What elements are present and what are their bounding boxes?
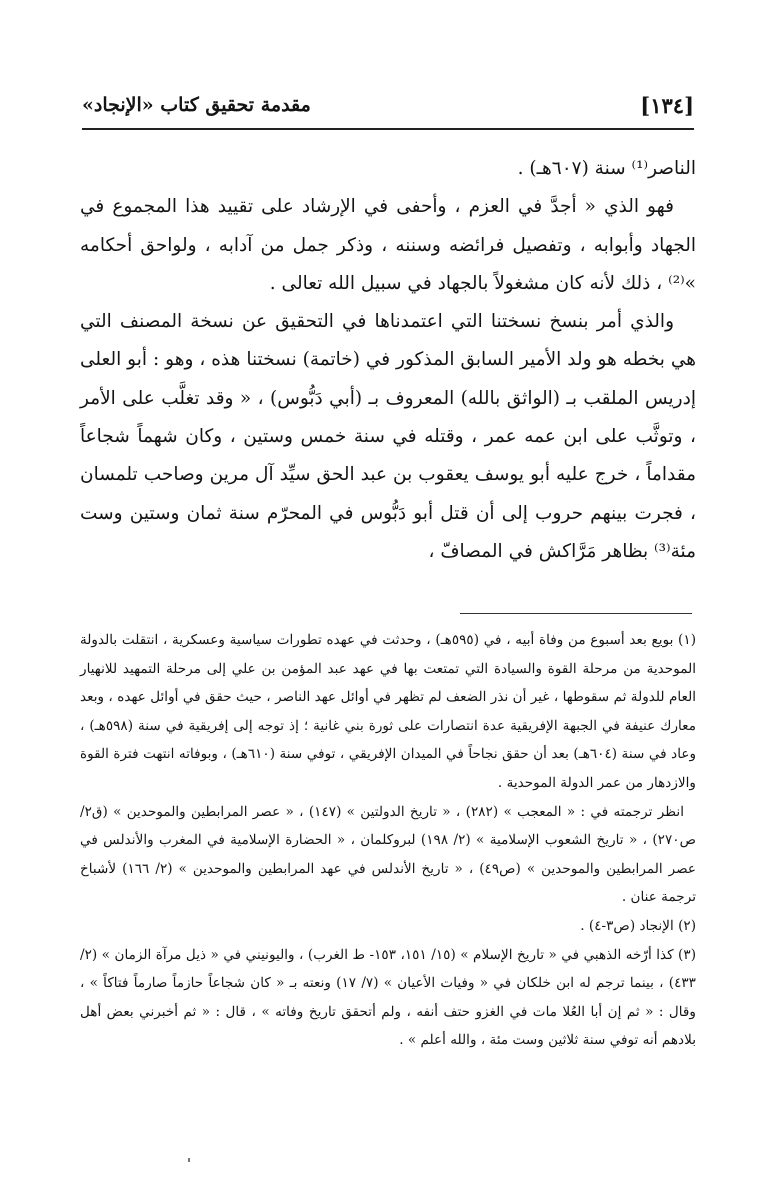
footnote: (٣) كذا أرّخه الذهبي في « تاريخ الإسلام » (١٥/ ١٥١، ١٥٣- ط الغرب) ، واليونيني في « ذيل مرآة الزمان » (٢/ ٤٣٣) ، بينما ترجم له ابن خلكان في « وفيات الأعيان » (٧/ ١٧) ونعته بـ « كان شجاعاً حازماً صارماً فتاكاً » ، وقال : « ثم إن أبا العُلا مات في الغزو حتف أنفه ، ولم أتحقق تاريخ وفاته » ، قال : « ثم أخبرني بعض أهل بلادهم أنه توفي سنة ثلاثين وست مئة ، والله أعلم » . [80, 946, 696, 1049]
body-paragraph: الناصر⁽¹⁾ سنة (٦٠٧هـ) . [517, 158, 696, 179]
main-text [80, 150, 696, 571]
body-paragraph: والذي أمر بنسخ نسختنا التي اعتمدناها في التحقيق عن نسخة المصنف التي هي بخطه هو ولد الأمير السابق المذكور في (خاتمة) نسختنا هذه ، وهو : أبو العلى إدريس الملقب بـ (الواثق بالله) المعروف بـ (أبي دَبُّوس) ، « وقد تغلَّب على الأمر ، وتوثَّب على ابن عمه عمر ، وقتله في سنة خمس وستين ، وكان شهماً شجاعاً مقداماً ، خرج عليه أبو يوسف يعقوب بن عبد الحق سيِّد آل مرين وصاحب تلمسان ، فجرت بينهم حروب إلى أن قتل أبو دَبُّوس في المحرّم سنة ثمان وستين وست مئة⁽³⁾ بظاهر مَرَّاكش في المصافّ ، [80, 311, 696, 562]
scan-speck [188, 1158, 190, 1162]
footnote-divider [460, 613, 692, 614]
header-divider [82, 128, 694, 130]
footnote: (٢) الإنجاد (ص٣-٤) . [580, 917, 696, 934]
page-number: [١٣٤] [640, 92, 694, 118]
running-title: مقدمة تحقيق كتاب «الإنجاد» [82, 94, 311, 116]
body-paragraph: فهو الذي « أجدَّ في العزم ، وأحفى في الإرشاد على تقييد هذا المجموع في الجهاد وأبوابه ، وتفصيل فرائضه وسننه ، وذكر جمل من آدابه ، ولواحق أحكامه »⁽²⁾ ، ذلك لأنه كان مشغولاً بالجهاد في سبيل الله تعالى . [80, 196, 696, 294]
footnotes [80, 626, 696, 1055]
page-header [82, 86, 694, 124]
footnote-references: انظر ترجمته في : « المعجب » (٢٨٢) ، « تاريخ الدولتين » (١٤٧) ، « عصر المرابطين والموحدين » (ق٢/ ص٢٧٠) ، « تاريخ الشعوب الإسلامية » (٢/ ١٩٨) لبروكلمان ، « الحضارة الإسلامية في المغرب والأندلس في عصر المرابطين والموحدين » (ص٤٩) ، « تاريخ الأندلس في عهد المرابطين والموحدين » (٢/ ١٦٦) لأشباخ ترجمة عنان . [80, 803, 696, 906]
footnote: (١) بويع بعد أسبوع من وفاة أبيه ، في (٥٩٥هـ) ، وحدثت في عهده تطورات سياسية وعسكرية ، انتقلت بالدولة الموحدية من مرحلة القوة والسيادة التي تمتعت بها في عهد عبد المؤمن بن علي إلى مرحلة التمهيد للانهيار العام للدولة ثم سقوطها ، غير أن نذر الضعف لم تظهر في أوائل عهد الناصر ، حيث حقق في أوائل عهده ، وبعد معارك عنيفة في الجبهة الإفريقية عدة انتصارات على ثورة بني غانية ؛ إذ توجه إلى إفريقية في سنة (٥٩٨هـ) ، وعاد في سنة (٦٠٤هـ) بعد أن حقق نجاحاً في الميدان الإفريقي ، توفي سنة (٦١٠هـ) ، وبوفاته انتهت فترة القوة والازدهار من عمر الدولة الموحدية . [80, 632, 697, 791]
